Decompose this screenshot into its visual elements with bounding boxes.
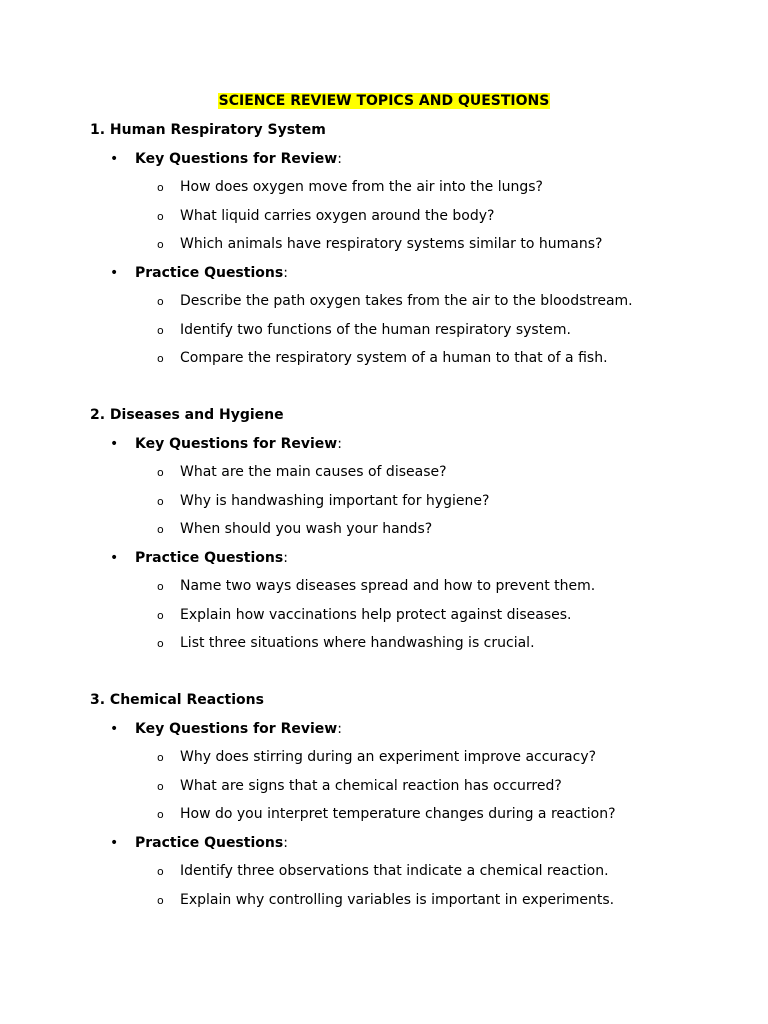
question-text: Describe the path oxygen takes from the air to the bloodstream. xyxy=(180,293,633,310)
question-text: Which animals have respiratory systems similar to humans? xyxy=(180,236,603,253)
practice-questions-label-text: Practice Questions xyxy=(135,834,284,851)
bullet-icon: • xyxy=(110,549,119,566)
label-colon: : xyxy=(283,834,288,851)
bullet-icon: • xyxy=(110,834,119,851)
practice-question-3 xyxy=(90,349,730,378)
title-row xyxy=(0,92,768,110)
key-questions-label xyxy=(90,150,730,179)
label-colon: : xyxy=(337,435,342,452)
sub-bullet-icon: o xyxy=(157,751,164,764)
key-questions-label-text: Key Questions for Review xyxy=(135,720,338,737)
sub-bullet-icon: o xyxy=(157,209,164,223)
key-question-1 xyxy=(90,748,730,777)
section-heading: 2. Diseases and Hygiene xyxy=(90,407,284,423)
key-question-3 xyxy=(90,235,730,264)
question-text: How do you interpret temperature changes during a reaction? xyxy=(180,806,616,823)
question-text: List three situations where handwashing is crucial. xyxy=(180,635,535,652)
bullet-icon: • xyxy=(110,264,119,281)
question-text: What are signs that a chemical reaction has occurred? xyxy=(180,777,562,794)
key-questions-label xyxy=(90,720,730,749)
key-question-1 xyxy=(90,178,730,207)
practice-questions-label xyxy=(90,834,730,863)
question-text: Identify two functions of the human respiratory system. xyxy=(180,321,571,338)
sub-bullet-icon: o xyxy=(157,808,164,822)
sub-bullet-icon: o xyxy=(157,238,164,252)
sub-bullet-icon: o xyxy=(157,608,164,622)
question-text: Identify three observations that indicate a chemical reaction. xyxy=(180,863,609,880)
sub-bullet-icon: o xyxy=(157,466,164,479)
question-text: What are the main causes of disease? xyxy=(180,464,447,480)
practice-question-2 xyxy=(90,891,730,920)
sub-bullet-icon: o xyxy=(157,494,164,508)
sub-bullet-icon: o xyxy=(157,352,164,366)
question-text: Compare the respiratory system of a human to that of a fish. xyxy=(180,350,608,367)
bullet-icon: • xyxy=(110,150,119,167)
sub-bullet-icon: o xyxy=(157,181,164,194)
label-colon: : xyxy=(337,720,342,737)
key-question-3 xyxy=(90,520,730,549)
key-questions-label-text: Key Questions for Review xyxy=(135,150,338,167)
key-question-3 xyxy=(90,805,730,834)
label-colon: : xyxy=(337,150,342,167)
label-colon: : xyxy=(283,264,288,281)
question-text: Why does stirring during an experiment improve accuracy? xyxy=(180,749,597,765)
document-title: SCIENCE REVIEW TOPICS AND QUESTIONS xyxy=(218,93,550,109)
section-2 xyxy=(90,406,730,663)
practice-question-1 xyxy=(90,292,730,321)
practice-question-2 xyxy=(90,321,730,350)
practice-questions-label-text: Practice Questions xyxy=(135,264,284,281)
key-question-2 xyxy=(90,492,730,521)
key-question-2 xyxy=(90,777,730,806)
practice-question-1 xyxy=(90,862,730,891)
section-3 xyxy=(90,691,730,919)
bullet-icon: • xyxy=(110,435,119,452)
sub-bullet-icon: o xyxy=(157,637,164,651)
practice-question-1 xyxy=(90,577,730,606)
sub-bullet-icon: o xyxy=(157,580,164,594)
question-text: Name two ways diseases spread and how to prevent them. xyxy=(180,578,596,595)
practice-questions-label-text: Practice Questions xyxy=(135,549,284,566)
section-1 xyxy=(90,121,730,378)
sub-bullet-icon: o xyxy=(157,779,164,793)
key-questions-label xyxy=(90,435,730,464)
key-question-2 xyxy=(90,207,730,236)
question-text: When should you wash your hands? xyxy=(180,521,433,538)
question-text: Explain why controlling variables is important in experiments. xyxy=(180,891,615,908)
question-text: Explain how vaccinations help protect against diseases. xyxy=(180,606,572,623)
sub-bullet-icon: o xyxy=(157,323,164,337)
section-heading: 1. Human Respiratory System xyxy=(90,122,326,138)
practice-question-2 xyxy=(90,606,730,635)
section-heading: 3. Chemical Reactions xyxy=(90,692,264,708)
question-text: Why is handwashing important for hygiene? xyxy=(180,492,490,509)
question-text: What liquid carries oxygen around the body? xyxy=(180,207,495,224)
sub-bullet-icon: o xyxy=(157,523,164,537)
sub-bullet-icon: o xyxy=(157,865,164,879)
question-text: How does oxygen move from the air into the lungs? xyxy=(180,179,543,195)
label-colon: : xyxy=(283,549,288,566)
practice-questions-label xyxy=(90,264,730,293)
practice-questions-label xyxy=(90,549,730,578)
key-questions-label-text: Key Questions for Review xyxy=(135,435,338,452)
bullet-icon: • xyxy=(110,720,119,737)
key-question-1 xyxy=(90,463,730,492)
sub-bullet-icon: o xyxy=(157,295,164,309)
practice-question-3 xyxy=(90,634,730,663)
sub-bullet-icon: o xyxy=(157,893,164,907)
